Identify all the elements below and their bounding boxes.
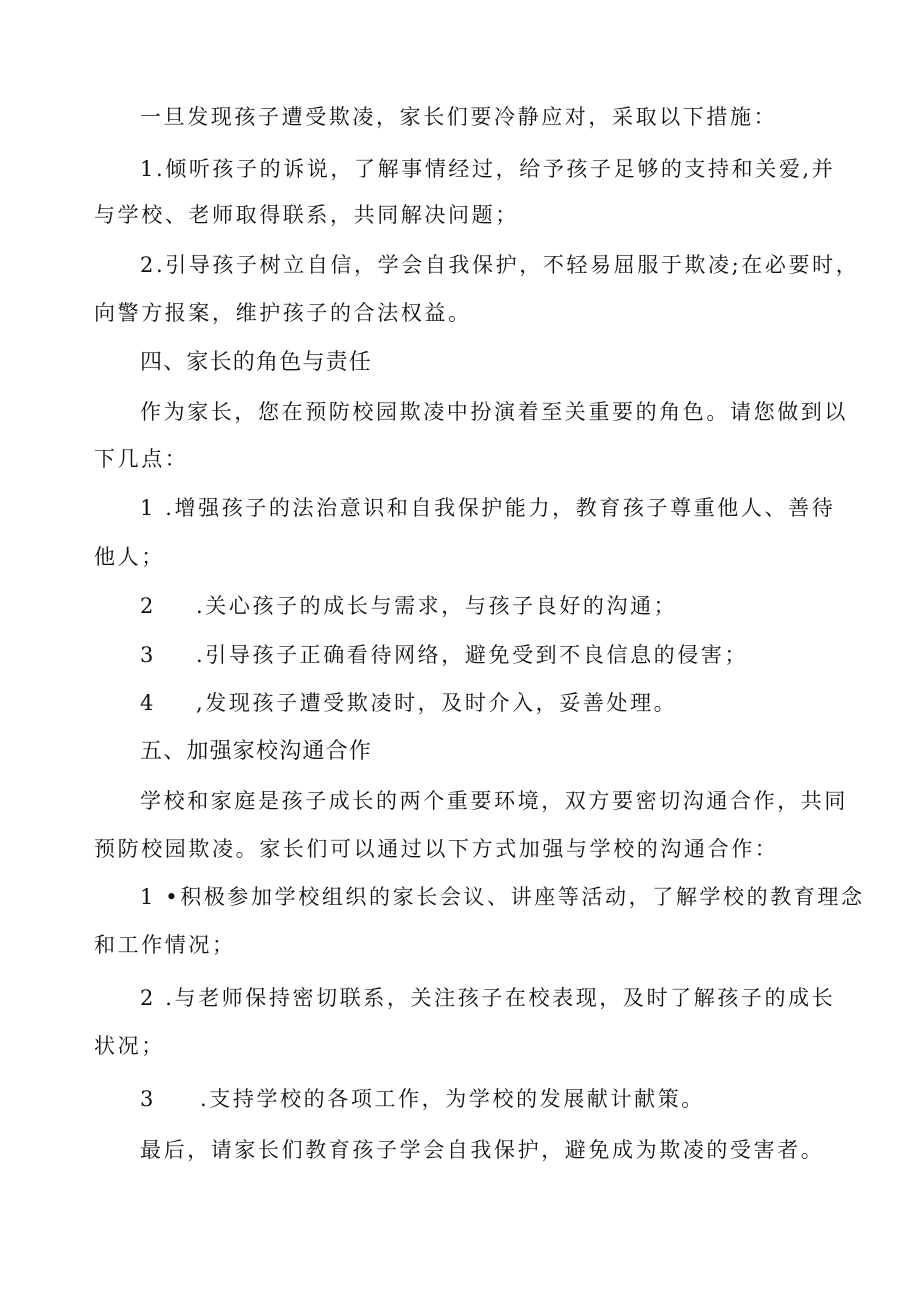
- paragraph-measures-intro: 一旦发现孩子遭受欺凌，家长们要冷静应对，采取以下措施：: [140, 105, 778, 129]
- list-number: 4: [140, 691, 156, 715]
- list-item-law-awareness-line2: 他人；: [94, 545, 165, 569]
- section-heading-parent-role: 四、家长的角色与责任: [140, 350, 373, 375]
- list-number: 3: [140, 643, 156, 667]
- list-item-intervene: [0, 688, 920, 718]
- list-text: .支持学校的各项工作，为学校的发展献计献策。: [200, 1087, 705, 1111]
- paragraph-listen-line2: 与学校、老师取得联系，共同解决问题；: [94, 203, 519, 227]
- paragraph-parent-role-line1: 作为家长，您在预防校园欺凌中扮演着至关重要的角色。请您做到以: [140, 400, 848, 424]
- list-item-network: [0, 640, 920, 670]
- list-item-care-needs: [0, 591, 920, 621]
- list-text: .关心孩子的成长与需求，与孩子良好的沟通；: [196, 594, 678, 618]
- list-text: .引导孩子正确看待网络，避免受到不良信息的侵害；: [196, 643, 749, 667]
- paragraph-confidence-line2: 向警方报案，维护孩子的合法权益。: [94, 301, 472, 325]
- section-heading-home-school: 五、加强家校沟通合作: [140, 739, 373, 764]
- paragraph-home-school-line2: 预防校园欺凌。家长们可以通过以下方式加强与学校的沟通合作：: [94, 837, 779, 861]
- list-item-activities-line1: 1 •积极参加学校组织的家长会议、讲座等活动，了解学校的教育理念: [140, 885, 865, 909]
- list-number: 3: [140, 1087, 156, 1111]
- paragraph-closing: 最后，请家长们教育孩子学会自我保护，避免成为欺凌的受害者。: [140, 1138, 825, 1162]
- list-item-teacher-contact-line2: 状况；: [94, 1034, 165, 1058]
- paragraph-confidence-line1: 2.引导孩子树立自信，学会自我保护，不轻易屈服于欺凌;在必要时，: [140, 253, 860, 277]
- paragraph-home-school-line1: 学校和家庭是孩子成长的两个重要环境，双方要密切沟通合作，共同: [140, 789, 848, 813]
- list-item-support-school: [0, 1084, 920, 1114]
- list-text: ,发现孩子遭受欺凌时，及时介入，妥善处理。: [196, 691, 678, 715]
- list-number: 2: [140, 594, 156, 618]
- list-item-activities-line2: 和工作情况；: [94, 933, 236, 957]
- list-item-teacher-contact-line1: 2 .与老师保持密切联系，关注孩子在校表现，及时了解孩子的成长: [140, 986, 836, 1010]
- paragraph-parent-role-line2: 下几点：: [94, 447, 189, 471]
- paragraph-listen-line1: 1.倾听孩子的诉说，了解事情经过，给予孩子足够的支持和关爱,并: [140, 157, 836, 181]
- list-item-law-awareness-line1: 1 .增强孩子的法治意识和自我保护能力，教育孩子尊重他人、善待: [140, 496, 836, 520]
